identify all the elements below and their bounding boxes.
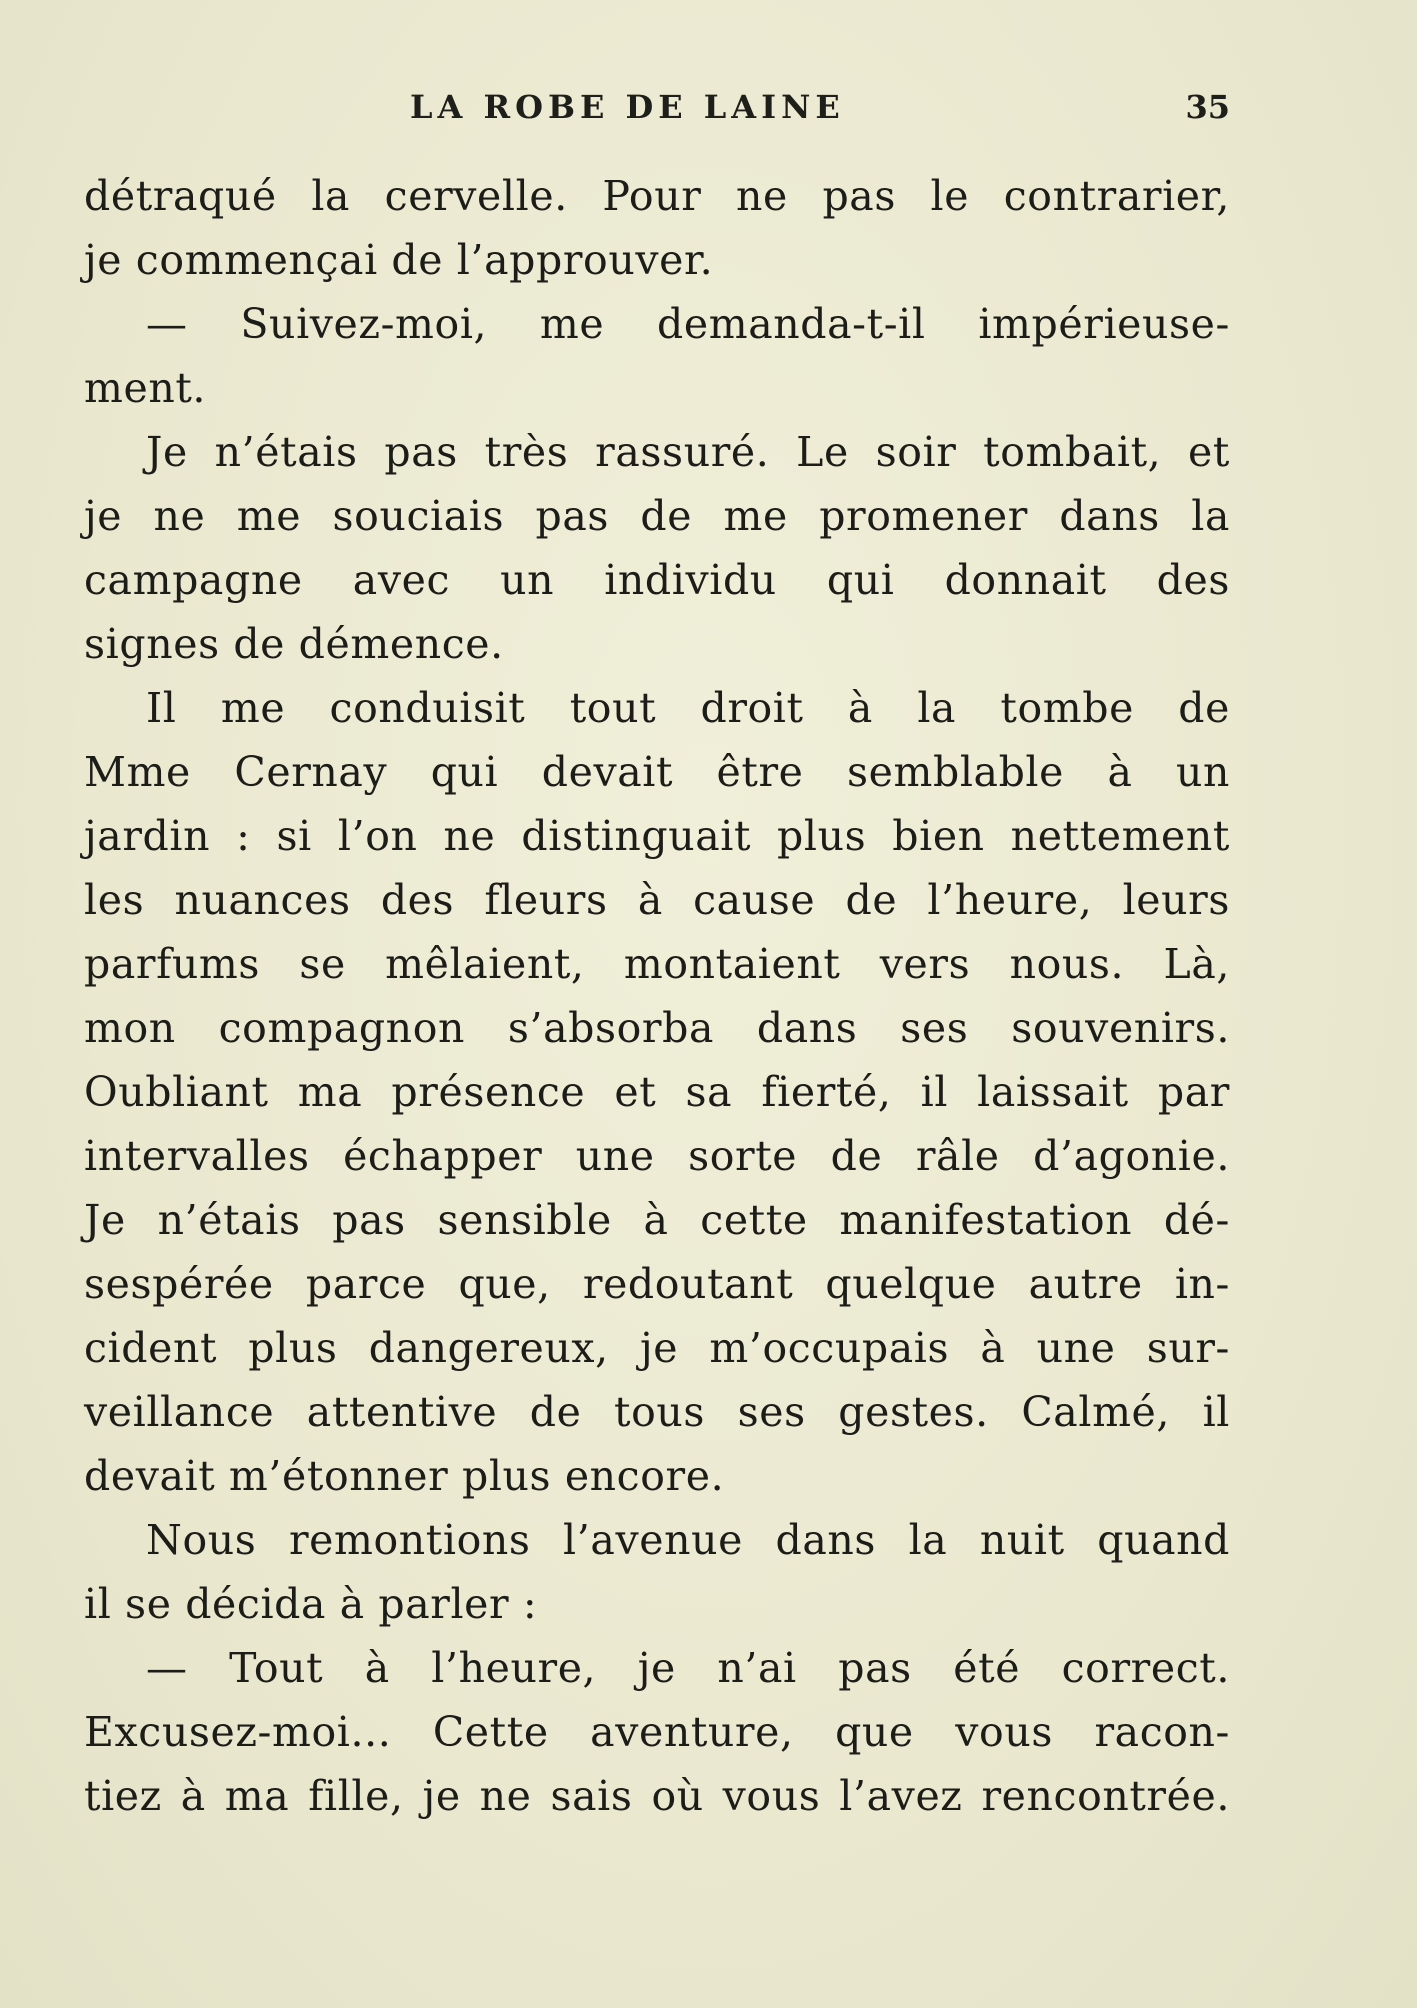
body-text xyxy=(84,164,1230,1828)
text-line: Il me conduisit tout droit à la tombe de xyxy=(146,684,1230,732)
text-line: intervalles échapper une sorte de râle d’agonie. xyxy=(84,1132,1230,1180)
text-line: Mme Cernay qui devait être semblable à un xyxy=(84,748,1230,796)
text-line: les nuances des fleurs à cause de l’heure, leurs xyxy=(84,876,1230,924)
text-line: détraqué la cervelle. Pour ne pas le contrarier, xyxy=(84,172,1230,220)
text-line: veillance attentive de tous ses gestes. Calmé, il xyxy=(84,1388,1230,1436)
text-line: je ne me souciais pas de me promener dans la xyxy=(84,492,1230,540)
text-line: tiez à ma fille, je ne sais où vous l’avez rencontrée. xyxy=(84,1772,1230,1820)
text-line: campagne avec un individu qui donnait des xyxy=(84,556,1230,604)
text-line: — Suivez-moi, me demanda-t-il impérieuse- xyxy=(146,300,1230,348)
text-line: signes de démence. xyxy=(84,620,504,668)
text-line: jardin : si l’on ne distinguait plus bien nettement xyxy=(84,812,1230,860)
page-number: 35 xyxy=(1185,88,1230,126)
text-line: je commençai de l’approuver. xyxy=(84,236,714,284)
text-line: devait m’étonner plus encore. xyxy=(84,1452,725,1500)
text-line: Je n’étais pas sensible à cette manifestation dé- xyxy=(84,1196,1230,1244)
running-head-title: LA ROBE DE LAINE xyxy=(410,88,845,126)
text-line: il se décida à parler : xyxy=(84,1580,538,1628)
text-line: Excusez-moi... Cette aventure, que vous racon- xyxy=(84,1708,1230,1756)
text-line: mon compagnon s’absorba dans ses souvenirs. xyxy=(84,1004,1230,1052)
text-line: — Tout à l’heure, je n’ai pas été correct. xyxy=(146,1644,1230,1692)
text-line: Nous remontions l’avenue dans la nuit quand xyxy=(146,1516,1230,1564)
text-line: cident plus dangereux, je m’occupais à une sur- xyxy=(84,1324,1230,1372)
text-line: parfums se mêlaient, montaient vers nous. Là, xyxy=(84,940,1230,988)
text-line: sespérée parce que, redoutant quelque autre in- xyxy=(84,1260,1230,1308)
text-line: Je n’étais pas très rassuré. Le soir tombait, et xyxy=(146,428,1230,476)
text-line: ment. xyxy=(84,364,207,412)
text-line: Oubliant ma présence et sa fierté, il laissait par xyxy=(84,1068,1230,1116)
running-head xyxy=(84,88,1230,138)
